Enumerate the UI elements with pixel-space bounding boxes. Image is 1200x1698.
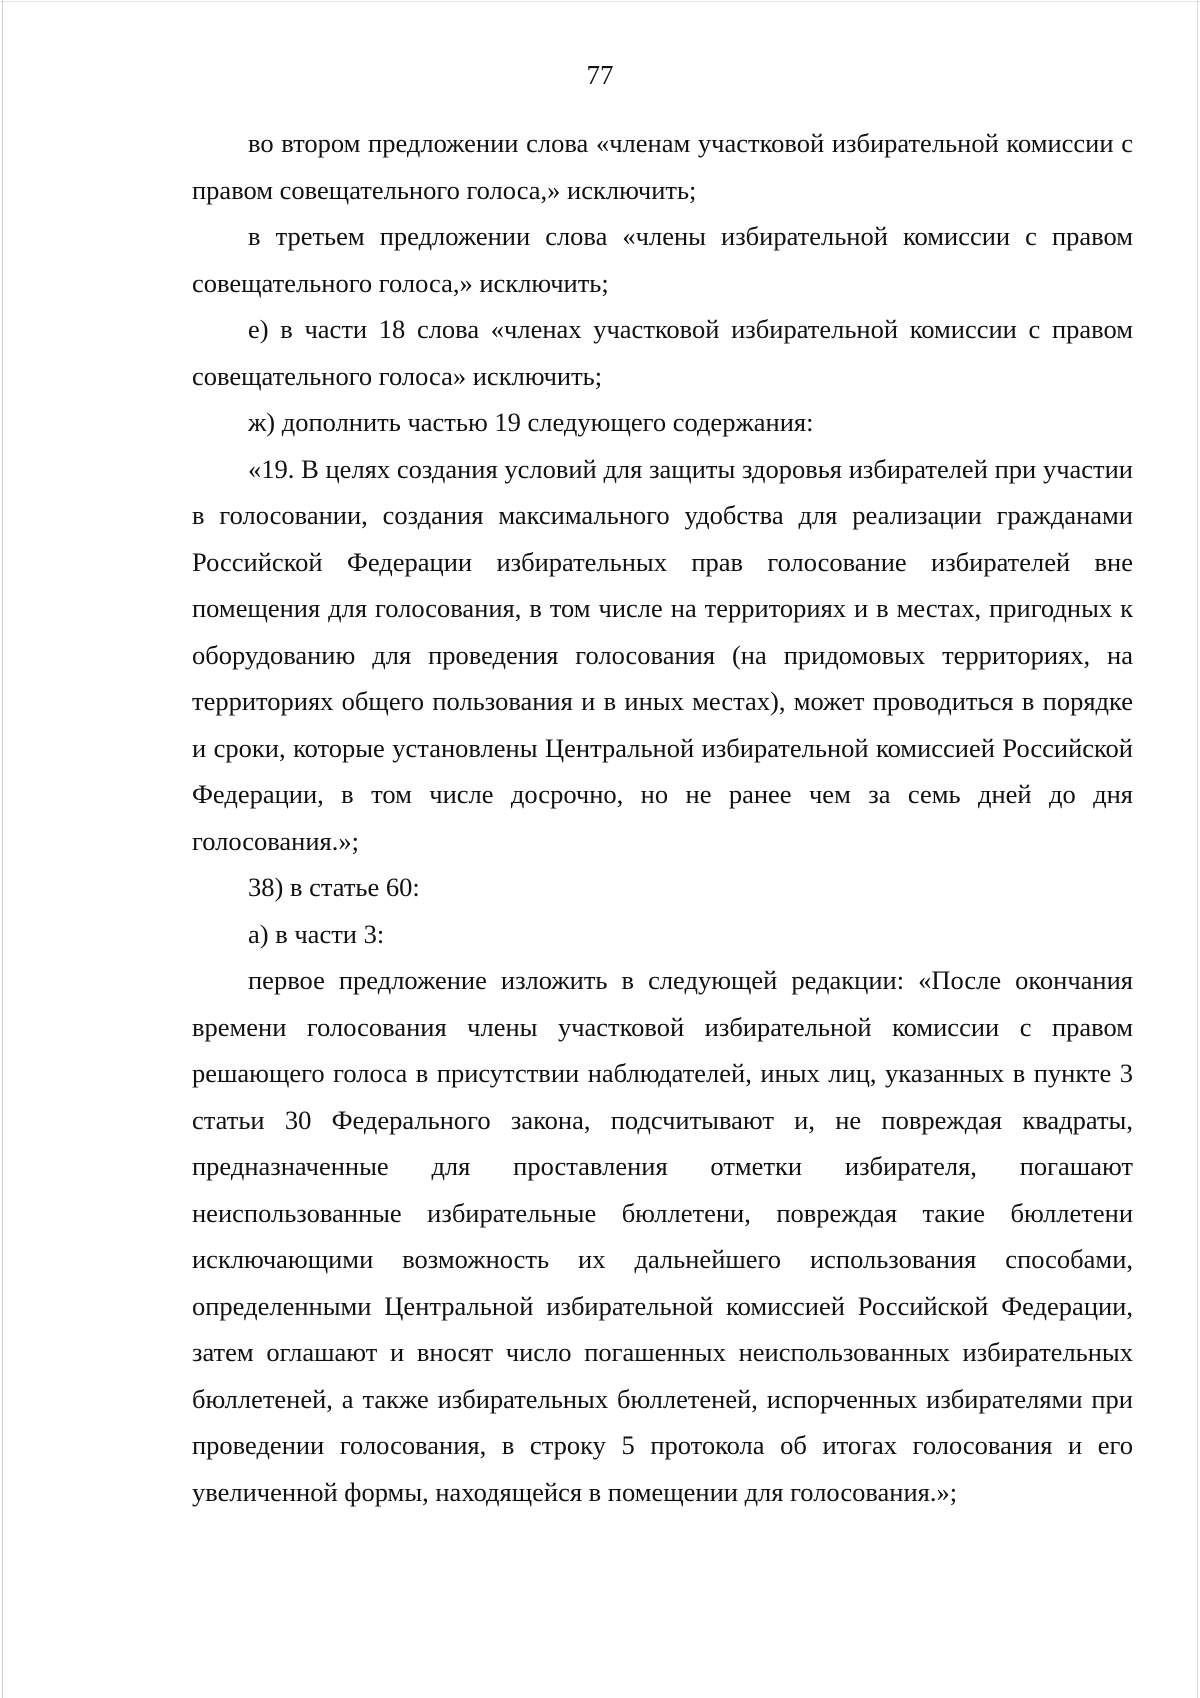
paragraph-part-3: а) в части 3: (248, 918, 385, 949)
paragraph-first-sentence-new-edition: первое предложение изложить в следующей редакции: «После окончания времени голосования члены участковой избирательной комиссии с правом решающего голоса в присутствии наблюдателей, иных лиц, указанных в пункте 3 статьи 30 Федерального закона, подсчитывают и, не повреждая квадраты, предназначенные для проставления отметки избирателя, погашают неиспользованные избирательные бюллетени, повреждая такие бюллетени исключающими возможность их дальнейшего использования способами, определенными Центральной избирательной комиссией Российской Федерации, затем оглашают и вносят число погашенных неиспользованных избирательных бюллетеней, а также избирательных бюллетеней, испорченных избирателями при проведении голосования, в строку 5 протокола об итогах голосования и его увеличенной формы, находящейся в помещении для голосования.»; (192, 965, 1133, 1507)
scan-edge-right (1197, 0, 1198, 1698)
paragraph-part-18: е) в части 18 слова «членах участковой избирательной комиссии с правом совещательного голоса» исключить; (192, 314, 1133, 391)
document-body (192, 120, 1133, 1515)
page-number: 77 (586, 60, 614, 90)
scan-edge-top (0, 1, 1200, 2)
paragraph-article-60: 38) в статье 60: (248, 872, 420, 902)
paragraph-second-sentence: во втором предложении слова «членам участковой избирательной комиссии с правом совещательного голоса,» исключить; (192, 128, 1133, 205)
paragraph-third-sentence: в третьем предложении слова «члены избирательной комиссии с правом совещательного голоса,» исключить; (192, 221, 1133, 298)
paragraph-part-19-text: «19. В целях создания условий для защиты здоровья избирателей при участии в голосовании, создания максимального удобства для реализации гражданами Российской Федерации избирательных прав голосование избирателей вне помещения для голосования, в том числе на территориях и в местах, пригодных к оборудованию для проведения голосования (на придомовых территориях, на территориях общего пользования и в иных местах), может проводиться в порядке и сроки, которые установлены Центральной избирательной комиссией Российской Федерации, в том числе досрочно, но не ранее чем за семь дней до дня голосования.»; (192, 453, 1133, 856)
paragraph-add-part-19: ж) дополнить частью 19 следующего содержания: (248, 407, 814, 437)
scan-edge-left (2, 0, 3, 1698)
